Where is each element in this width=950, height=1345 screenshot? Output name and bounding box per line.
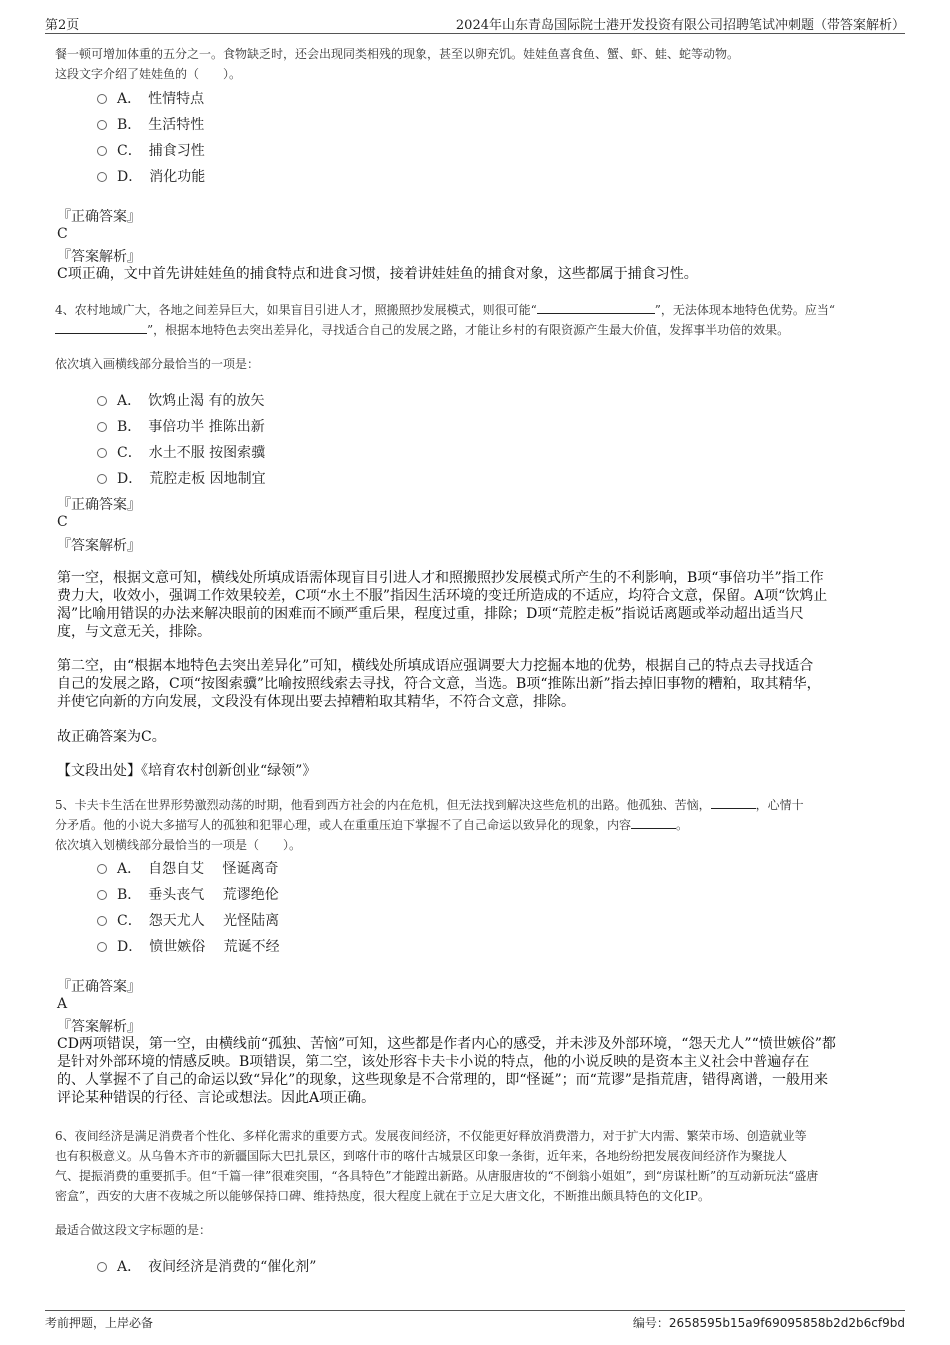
q4-option-b[interactable]: B． 事倍功半 推陈出新 bbox=[97, 416, 265, 436]
q6-question: 6、夜间经济是满足消费者个性化、多样化需求的重要方式。发展夜间经济，不仅能更好释放消费潜力，对于扩大内需、繁荣市场、创造就业等 也有积极意义。从乌鲁木齐市的新疆国际大巴扎景区，到喀什市的喀什古城景区印象一条街，近年来，各地纷纷把发展夜间经济作为聚拢人 气、提振消费的重要抓手。但“千篇一律”很难突围，“各具特色”才能蹚出新路。从唐服唐妆的“不倒翁小姐姐”，到“房谋杜断”的互动新玩法“盛唐 密盒”，西安的大唐不夜城之所以能够保持口碑、维持热度，很大程度上就在于立足大唐文化，不断推出颇具特色的文化IP。 bbox=[55, 1129, 819, 1203]
blank-line bbox=[537, 302, 655, 314]
page-number: 第2页 bbox=[45, 18, 80, 33]
q4-analysis-label: 『答案解析』 bbox=[57, 538, 141, 554]
q4-answer-label: 『正确答案』 bbox=[57, 497, 141, 513]
q4-question-line1: 4、农村地域广大，各地之间差异巨大，如果盲目引进人才，照搬照抄发展模式，则很可能“ ”，无法体现本地特色优势。应当“ bbox=[55, 303, 836, 317]
radio-icon[interactable] bbox=[97, 864, 107, 874]
q5-question-line2: 分矛盾。他的小说大多描写人的孤独和犯罪心理，或人在重重压迫下掌握不了自己命运以致异化的现象，内容 。 bbox=[55, 818, 689, 832]
q5-option-a[interactable]: A． 自怨自艾 怪诞离奇 bbox=[97, 858, 279, 878]
q4-option-d[interactable]: D． 荒腔走板 因地制宜 bbox=[97, 468, 266, 488]
radio-icon[interactable] bbox=[97, 422, 107, 432]
q4-source: 【文段出处】《培育农村创新创业“绿领”》 bbox=[57, 763, 317, 779]
q3-analysis: C项正确，文中首先讲娃娃鱼的捕食特点和进食习惯，接着讲娃娃鱼的捕食对象，这些都属于捕食习性。 bbox=[57, 266, 698, 282]
q5-question-line1: 5、卡夫卡生活在世界形势激烈动荡的时期，他看到西方社会的内在危机，但无法找到解决这些危机的出路。他孤独、苦恼， ，心情十 bbox=[55, 798, 804, 812]
q5-analysis: CD两项错误，第一空，由横线前“孤独、苦恼”可知，这些都是作者内心的感受，并未涉及外部环境，“怨天尤人”“愤世嫉俗”都 是针对外部环境的情感反映。B项错误，第二空，该处形容卡夫卡小说的特点，他的小说反映的是资本主义社会中普遍存在 的、人掌握不了自己的命运以致“异化”的现象，这些现象是不合常理的，即“怪诞”；而“荒谬”是指荒唐，错得离谱，一般用来 评论某种错误的行径、言论或想法。因此A项正确。 bbox=[57, 1036, 836, 1106]
footer-slogan: 考前押题，上岸必备 bbox=[45, 1316, 154, 1330]
q5-answer-label: 『正确答案』 bbox=[57, 979, 141, 995]
q3-option-d[interactable]: D． 消化功能 bbox=[97, 166, 205, 186]
q3-question: 这段文字介绍了娃娃鱼的（ ）。 bbox=[55, 67, 242, 81]
radio-icon[interactable] bbox=[97, 474, 107, 484]
q3-option-b[interactable]: B． 生活特性 bbox=[97, 114, 204, 134]
radio-icon[interactable] bbox=[97, 120, 107, 130]
q3-answer-label: 『正确答案』 bbox=[57, 209, 141, 225]
q6-prompt: 最适合做这段文字标题的是： bbox=[55, 1223, 212, 1237]
footer-divider bbox=[45, 1310, 905, 1311]
q5-option-d[interactable]: D． 愤世嫉俗 荒诞不经 bbox=[97, 936, 280, 956]
q5-option-b[interactable]: B． 垂头丧气 荒谬绝伦 bbox=[97, 884, 279, 904]
q3-analysis-label: 『答案解析』 bbox=[57, 249, 141, 265]
q3-text-line: 餐一顿可增加体重的五分之一。食物缺乏时，还会出现同类相残的现象，甚至以卵充饥。娃娃鱼喜食鱼、蟹、虾、蛙、蛇等动物。 bbox=[55, 47, 740, 61]
radio-icon[interactable] bbox=[97, 890, 107, 900]
q3-option-c[interactable]: C． 捕食习性 bbox=[97, 140, 205, 160]
q3-answer: C bbox=[57, 226, 68, 242]
q5-answer: A bbox=[57, 996, 68, 1012]
radio-icon[interactable] bbox=[97, 1262, 107, 1272]
q5-option-c[interactable]: C． 怨天尤人 光怪陆离 bbox=[97, 910, 279, 930]
header-divider bbox=[45, 33, 905, 34]
radio-icon[interactable] bbox=[97, 94, 107, 104]
q4-option-a[interactable]: A． 饮鸩止渴 有的放矢 bbox=[97, 390, 265, 410]
q5-analysis-label: 『答案解析』 bbox=[57, 1019, 141, 1035]
q4-prompt: 依次填入画横线部分最恰当的一项是： bbox=[55, 357, 260, 371]
radio-icon[interactable] bbox=[97, 396, 107, 406]
radio-icon[interactable] bbox=[97, 172, 107, 182]
blank-line bbox=[55, 322, 147, 334]
q4-option-c[interactable]: C． 水土不服 按图索骥 bbox=[97, 442, 265, 462]
blank-line bbox=[711, 797, 756, 809]
q4-conclusion: 故正确答案为C。 bbox=[57, 729, 166, 745]
q4-analysis-para1: 第一空，根据文意可知，横线处所填成语需体现盲目引进人才和照搬照抄发展模式所产生的不利影响，B项“事倍功半”指工作 费力大，收效小，强调工作效果较差，C项“水土不服”指因生活环境的变迁所造成的不适应，均符合文意，保留。A项“饮鸩止 渴”比喻用错误的办法来解决眼前的困难而不顾严重后果，程度过重，排除；D项“荒腔走板”指说话离题或举动超出适当尺 度，与文意无关，排除。 bbox=[57, 570, 828, 640]
document-code: 编号：2658595b15a9f69095858b2d2b6cf9bd bbox=[632, 1316, 905, 1330]
radio-icon[interactable] bbox=[97, 448, 107, 458]
q6-option-a[interactable]: A． 夜间经济是消费的“催化剂” bbox=[97, 1256, 316, 1276]
blank-line bbox=[631, 817, 676, 829]
q4-question-line2: ”，根据本地特色去突出差异化，寻找适合自己的发展之路，才能让乡村的有限资源产生最大价值，发挥事半功倍的效果。 bbox=[55, 320, 789, 340]
q4-analysis-para2: 第二空，由“根据本地特色去突出差异化”可知，横线处所填成语应强调要大力挖掘本地的优势，根据自己的特点去寻找适合 自己的发展之路，C项“按图索骥”比喻按照线索去寻找，符合文意，当选。B项“推陈出新”指去掉旧事物的糟粕，取其精华， 并使它向新的方向发展，文段没有体现出要去掉糟粕取其精华，不符合文意，排除。 bbox=[57, 658, 821, 710]
q4-answer: C bbox=[57, 514, 68, 530]
radio-icon[interactable] bbox=[97, 942, 107, 952]
radio-icon[interactable] bbox=[97, 916, 107, 926]
radio-icon[interactable] bbox=[97, 146, 107, 156]
document-title: 2024年山东青岛国际院士港开发投资有限公司招聘笔试冲刺题（带答案解析） bbox=[455, 18, 905, 33]
q3-option-a[interactable]: A． 性情特点 bbox=[97, 88, 204, 108]
q5-prompt: 依次填入划横线部分最恰当的一项是（ ）。 bbox=[55, 838, 302, 852]
